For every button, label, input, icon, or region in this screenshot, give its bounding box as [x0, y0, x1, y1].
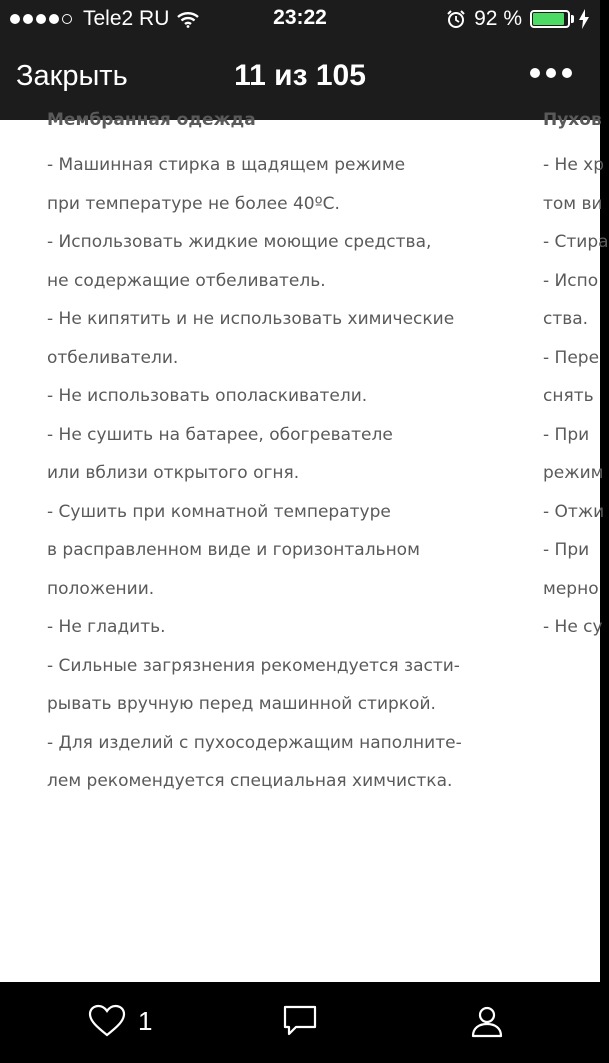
charging-bolt-icon — [578, 9, 590, 29]
text-line: мерно — [543, 578, 599, 599]
profile-button[interactable] — [470, 1004, 504, 1038]
text-line: - При — [543, 540, 590, 560]
carrier-name: Tele2 RU — [83, 7, 170, 30]
comment-icon — [282, 1004, 318, 1038]
text-line: - Отжи — [543, 501, 605, 522]
more-dots-icon[interactable] — [524, 68, 572, 78]
text-line: - Использовать жидкие моющие средства, — [47, 232, 432, 252]
text-line: положении. — [47, 578, 155, 599]
battery-icon — [530, 10, 570, 28]
text-line: рывать вручную перед машинной стиркой. — [47, 694, 436, 714]
like-button[interactable] — [88, 1004, 152, 1038]
text-line: - Не кипятить и не использовать химические — [47, 309, 455, 329]
text-line: снять — [543, 386, 594, 406]
text-line: - Не сушить на батарее, обогревателе — [47, 424, 393, 445]
text-line: ства. — [543, 309, 589, 329]
photo-counter: 11 из 105 — [234, 59, 366, 92]
comment-button[interactable] — [282, 1004, 318, 1038]
heart-icon — [88, 1004, 126, 1038]
text-line: - Стира — [543, 232, 609, 252]
text-line: лем рекомендуется специальная химчистка. — [47, 771, 453, 791]
battery-percent: 92 % — [474, 7, 522, 30]
left-text-column — [47, 108, 462, 801]
close-button[interactable]: Закрыть — [16, 60, 128, 92]
text-line: - При — [543, 424, 590, 445]
text-line: - Не су — [543, 617, 603, 637]
text-line: в расправленном виде и горизонтальном — [47, 540, 420, 560]
wifi-icon — [177, 11, 199, 28]
text-line: - Сильные загрязнения рекомендуется засти- — [47, 655, 460, 676]
status-left — [10, 6, 199, 32]
status-right — [446, 6, 590, 32]
text-line: - Не хр — [543, 155, 605, 175]
like-count: 1 — [138, 1005, 153, 1036]
text-line: - Сушить при комнатной температуре — [47, 501, 391, 522]
text-line: - Машинная стирка в щадящем режиме — [47, 155, 406, 175]
text-line: или вблизи открытого огня. — [47, 463, 300, 483]
document-photo[interactable] — [0, 110, 609, 982]
profile-icon — [470, 1004, 504, 1038]
status-time: 23:22 — [273, 6, 327, 29]
right-column-heading: Пухов — [543, 110, 602, 130]
signal-dots-icon — [10, 14, 75, 24]
text-line: том ви — [543, 193, 603, 214]
text-line: - Испо — [543, 270, 599, 291]
status-bar — [0, 0, 600, 38]
text-line: - Пере — [543, 347, 600, 368]
right-text-column — [543, 108, 609, 647]
text-line: при температуре не более 40ºС. — [47, 193, 340, 214]
battery-tip — [571, 15, 574, 23]
bottom-toolbar — [0, 982, 600, 1063]
text-line: режим — [543, 463, 604, 483]
left-column-heading: Мембранная одежда — [47, 110, 256, 130]
text-line: - Не использовать ополаскиватели. — [47, 386, 368, 406]
alarm-icon — [446, 9, 466, 29]
text-line: отбеливатели. — [47, 347, 179, 368]
text-line: не содержащие отбеливатель. — [47, 270, 326, 291]
text-line: - Не гладить. — [47, 617, 166, 637]
text-line: - Для изделий с пухосодержащим наполните- — [47, 732, 462, 753]
